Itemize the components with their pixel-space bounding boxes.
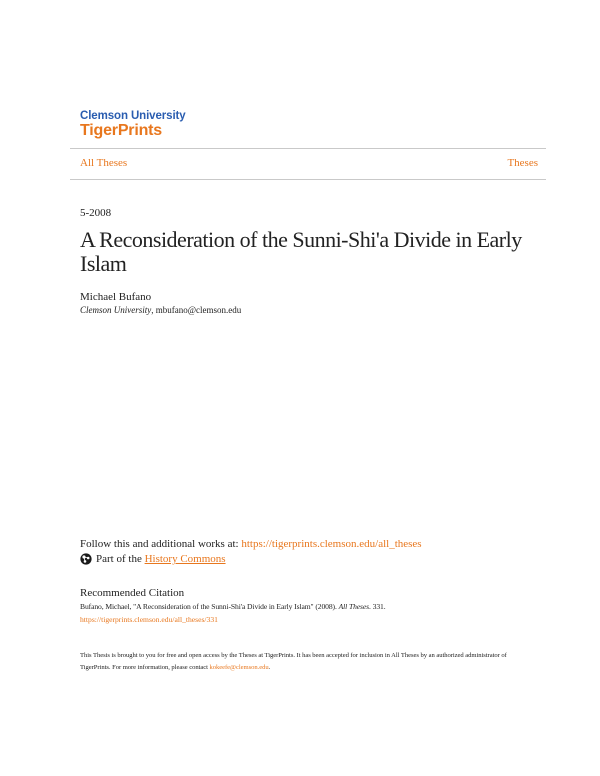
university-name: Clemson University (80, 110, 186, 122)
theses-link[interactable]: Theses (507, 157, 538, 169)
contact-email-link[interactable]: kokeefe@clemson.edu (209, 664, 269, 671)
citation-text (80, 602, 386, 611)
part-of-prefix: Part of the (96, 553, 142, 565)
header-divider-top (70, 148, 546, 149)
all-theses-link[interactable]: All Theses (80, 157, 128, 169)
author-name: Michael Bufano (80, 291, 152, 303)
citation-series: All Theses (338, 602, 370, 611)
author-email: mbufano@clemson.edu (155, 305, 242, 315)
access-notice (80, 650, 520, 674)
follow-prefix: Follow this and additional works at: (80, 538, 242, 550)
document-title: A Reconsideration of the Sunni-Shi'a Divide in Early Islam (80, 227, 522, 276)
repository-logo-text[interactable]: TigerPrints (80, 122, 162, 139)
author-affiliation (80, 305, 241, 315)
citation-number: . 331. (369, 602, 386, 611)
part-of-line (80, 553, 226, 565)
recommended-citation-heading: Recommended Citation (80, 587, 185, 599)
affiliation-separator: , (151, 305, 156, 315)
header-divider-bottom (70, 179, 546, 180)
citation-text-main: Bufano, Michael, "A Reconsideration of the Sunni-Shi'a Divide in Early Islam" (2008). (80, 602, 339, 611)
history-commons-link[interactable]: History Commons (144, 553, 226, 565)
notice-text: This Thesis is brought to you for free and open access by the Theses at TigerPrints. It has been accepted for inclusion in All Theses by an authorized administrator of TigerPrints. For more information, please contact (80, 652, 507, 671)
network-commons-icon (80, 553, 92, 565)
citation-url-link[interactable]: https://tigerprints.clemson.edu/all_theses/331 (80, 615, 218, 624)
all-theses-url-link[interactable]: https://tigerprints.clemson.edu/all_theses (241, 538, 422, 550)
publication-date: 5-2008 (80, 207, 112, 219)
notice-end: . (268, 664, 271, 671)
affiliation-institution: Clemson University (80, 305, 152, 315)
follow-line (80, 538, 422, 550)
